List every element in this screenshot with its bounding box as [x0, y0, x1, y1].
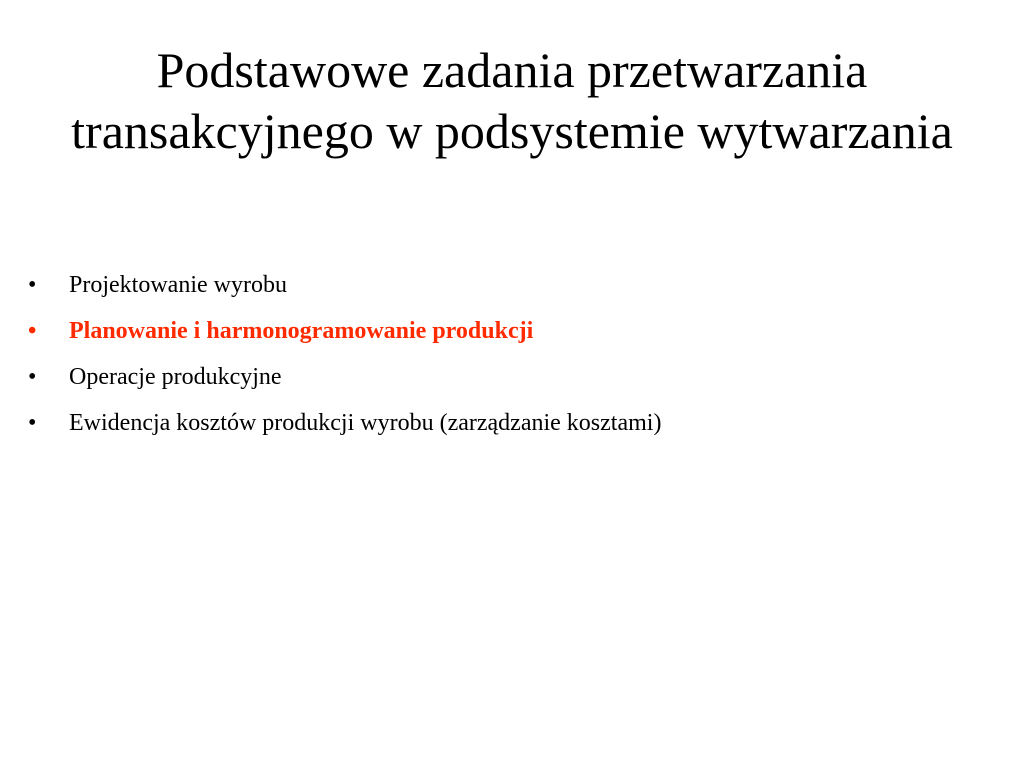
bullet-item-operacje: [28, 354, 988, 400]
bullet-item-ewidencja: [28, 400, 988, 446]
bullet-list: [28, 262, 988, 446]
bullet-icon: •: [28, 364, 37, 390]
bullet-icon: •: [28, 410, 37, 436]
bullet-item-planowanie: [28, 308, 988, 354]
bullet-icon: •: [28, 272, 37, 298]
bullet-text: Operacje produkcyjne: [69, 364, 282, 390]
bullet-icon: •: [28, 318, 37, 344]
bullet-text: Ewidencja kosztów produkcji wyrobu (zarządzanie kosztami): [69, 410, 662, 436]
bullet-text: Projektowanie wyrobu: [69, 272, 287, 298]
slide-title: Podstawowe zadania przetwarzania transakcyjnego w podsystemie wytwarzania: [71, 42, 953, 159]
bullet-item-projektowanie: [28, 262, 988, 308]
bullet-text: Planowanie i harmonogramowanie produkcji: [69, 318, 534, 344]
